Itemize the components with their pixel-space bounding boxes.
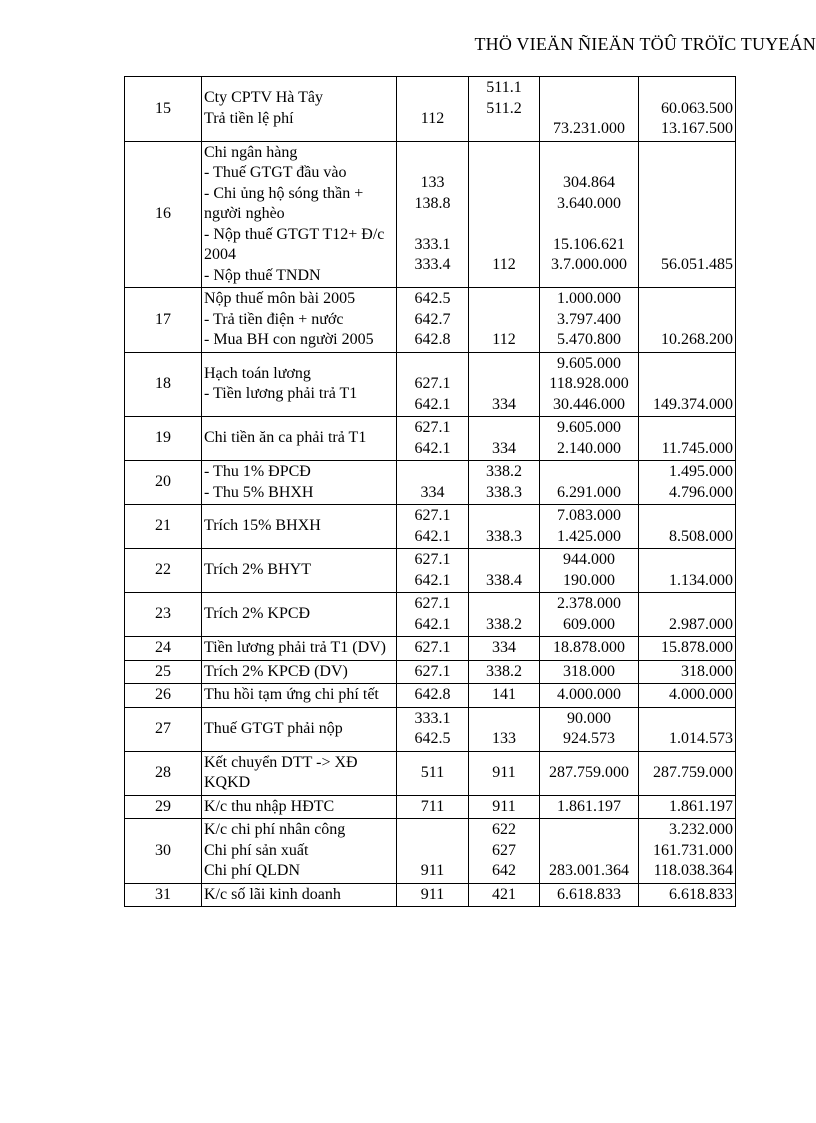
debit-account-cell-line: 333.4 — [414, 256, 451, 274]
amount-cell-line: 2.378.000 — [557, 595, 621, 612]
amount-cell — [540, 883, 639, 907]
debit-account-cell-line: 642.1 — [414, 527, 451, 545]
description-cell-line: - Thuế GTGT đầu vào — [204, 164, 347, 181]
description-cell — [202, 288, 397, 353]
amount-cell — [540, 549, 639, 593]
description-cell-line: Chi ngân hàng — [204, 143, 298, 161]
credit-account-cell-line: 642 — [492, 862, 516, 879]
credit-account-cell-line — [471, 374, 537, 395]
credit-account-cell-line: 511.2 — [486, 99, 522, 117]
description-cell-line: Hạch toán lương — [204, 364, 311, 382]
credit-account-cell-line: 334 — [492, 439, 516, 457]
ledger-table — [124, 76, 736, 907]
total-cell-line — [641, 550, 733, 571]
debit-account-cell-line: 642.8 — [414, 331, 451, 348]
debit-account-cell-line: 711 — [420, 797, 445, 815]
amount-cell — [540, 77, 639, 142]
credit-account-cell-line — [471, 194, 537, 215]
row-number: 16 — [125, 141, 202, 288]
total-cell-line — [641, 289, 733, 310]
credit-account-cell-line: 622 — [492, 821, 516, 838]
debit-account-cell-line: 642.8 — [414, 686, 451, 703]
description-cell — [202, 795, 397, 819]
debit-account-cell — [397, 660, 469, 684]
total-cell-line: 118.038.364 — [653, 862, 733, 879]
credit-account-cell — [469, 77, 540, 142]
description-cell-line: - Chi ủng hộ sóng thần + người nghèo — [204, 184, 364, 222]
total-cell-line: 1.495.000 — [669, 463, 733, 480]
total-cell — [639, 660, 736, 684]
total-cell — [639, 141, 736, 288]
credit-account-cell-line — [471, 709, 537, 730]
debit-account-cell-line: 642.1 — [414, 571, 451, 589]
total-cell-line — [641, 709, 733, 730]
table-row — [125, 637, 736, 661]
debit-account-cell-line: 334 — [420, 483, 445, 501]
total-cell — [639, 751, 736, 795]
credit-account-cell-line — [471, 173, 537, 194]
row-number: 25 — [125, 660, 202, 684]
credit-account-cell-line: 141 — [492, 686, 516, 703]
table-row — [125, 77, 736, 142]
total-cell-line — [641, 418, 733, 439]
total-cell-line: 1.134.000 — [669, 571, 733, 589]
total-cell-line: 60.063.500 — [661, 99, 733, 117]
amount-cell — [540, 660, 639, 684]
amount-cell — [540, 795, 639, 819]
total-cell-line: 6.618.833 — [669, 885, 733, 903]
amount-cell — [540, 352, 639, 417]
amount-cell-line — [542, 214, 636, 235]
amount-cell-line — [542, 462, 636, 483]
row-number: 27 — [125, 707, 202, 751]
page-header: THÖ VIEÄN ÑIEÄN TÖÛ TRÖÏC TUYEÁN — [474, 34, 816, 54]
table-row — [125, 549, 736, 593]
amount-cell-line: 3.7.000.000 — [551, 256, 627, 274]
total-cell-line: 10.268.200 — [661, 331, 733, 348]
debit-account-cell-line: 627.1 — [414, 662, 451, 680]
credit-account-cell — [469, 883, 540, 907]
amount-cell-line: 304.864 — [563, 174, 615, 192]
total-cell — [639, 288, 736, 353]
amount-cell-line: 9.605.000 — [557, 419, 621, 436]
amount-cell — [540, 505, 639, 549]
amount-cell-line: 3.640.000 — [557, 194, 621, 212]
table-row — [125, 505, 736, 549]
table-row — [125, 417, 736, 461]
total-cell — [639, 77, 736, 142]
total-cell — [639, 505, 736, 549]
credit-account-cell-line — [471, 153, 537, 174]
amount-cell — [540, 461, 639, 505]
credit-account-cell-line: 421 — [492, 885, 516, 903]
debit-account-cell-line: 627.1 — [414, 375, 451, 392]
total-cell-line — [641, 310, 733, 331]
description-cell-line: Thuế GTGT phải nộp — [204, 719, 343, 737]
debit-account-cell-line: 333.1 — [414, 235, 451, 253]
total-cell-line: 4.796.000 — [669, 483, 733, 501]
credit-account-cell — [469, 288, 540, 353]
row-number: 20 — [125, 461, 202, 505]
amount-cell-line — [542, 99, 636, 120]
row-number: 19 — [125, 417, 202, 461]
total-cell — [639, 352, 736, 417]
amount-cell-line: 5.470.800 — [557, 331, 621, 348]
amount-cell-line: 73.231.000 — [553, 120, 625, 137]
amount-cell-line — [542, 153, 636, 174]
credit-account-cell-line: 911 — [492, 797, 516, 815]
amount-cell-line: 287.759.000 — [549, 763, 629, 781]
total-cell-line: 287.759.000 — [653, 763, 733, 781]
total-cell-line — [641, 374, 733, 395]
debit-account-cell-line — [399, 214, 466, 235]
debit-account-cell — [397, 505, 469, 549]
debit-account-cell-line: 627.1 — [414, 639, 451, 656]
amount-cell — [540, 637, 639, 661]
description-cell-line: K/c số lãi kinh doanh — [204, 885, 341, 903]
credit-account-cell — [469, 684, 540, 708]
description-cell — [202, 77, 397, 142]
debit-account-cell-line — [399, 354, 466, 375]
total-cell — [639, 637, 736, 661]
debit-account-cell-line: 642.5 — [414, 730, 451, 747]
amount-cell — [540, 684, 639, 708]
row-number: 15 — [125, 77, 202, 142]
amount-cell-line: 3.797.400 — [557, 310, 621, 328]
amount-cell-line: 4.000.000 — [557, 686, 621, 703]
debit-account-cell-line: 911 — [420, 885, 445, 903]
total-cell-line: 4.000.000 — [669, 686, 733, 703]
credit-account-cell-line — [471, 354, 537, 375]
total-cell — [639, 549, 736, 593]
credit-account-cell — [469, 593, 540, 637]
debit-account-cell-line — [399, 841, 466, 862]
total-cell-line: 149.374.000 — [653, 395, 733, 413]
debit-account-cell — [397, 795, 469, 819]
debit-account-cell — [397, 819, 469, 884]
debit-account-cell — [397, 637, 469, 661]
description-cell-line: - Nộp thuế TNDN — [204, 266, 321, 284]
credit-account-cell — [469, 660, 540, 684]
description-cell-line: K/c thu nhập HĐTC — [204, 797, 335, 815]
debit-account-cell-line: 133 — [420, 174, 445, 192]
credit-account-cell — [469, 819, 540, 884]
description-cell — [202, 751, 397, 795]
description-cell — [202, 141, 397, 288]
amount-cell — [540, 751, 639, 795]
debit-account-cell-line: 511 — [420, 763, 445, 781]
credit-account-cell — [469, 461, 540, 505]
description-cell-line: Trích 15% BHXH — [204, 517, 321, 535]
ledger-body — [125, 77, 736, 907]
row-number: 31 — [125, 883, 202, 907]
debit-account-cell — [397, 883, 469, 907]
total-cell — [639, 417, 736, 461]
row-number: 21 — [125, 505, 202, 549]
description-cell — [202, 707, 397, 751]
row-number: 30 — [125, 819, 202, 884]
amount-cell-line — [542, 841, 636, 862]
credit-account-cell-line — [471, 289, 537, 310]
amount-cell-line: 924.573 — [563, 730, 615, 747]
description-cell-line: K/c chi phí nhân công — [204, 821, 346, 838]
credit-account-cell-line: 338.3 — [486, 483, 522, 501]
credit-account-cell-line: 112 — [492, 331, 516, 348]
total-cell-line — [641, 594, 733, 615]
table-row — [125, 819, 736, 884]
description-cell — [202, 505, 397, 549]
debit-account-cell-line — [399, 88, 466, 109]
amount-cell-line — [542, 78, 636, 99]
credit-account-cell-line — [471, 550, 537, 571]
debit-account-cell — [397, 352, 469, 417]
total-cell-line: 8.508.000 — [669, 527, 733, 545]
total-cell-line — [641, 153, 733, 174]
debit-account-cell-line: 642.1 — [414, 395, 451, 413]
description-cell — [202, 660, 397, 684]
total-cell-line — [641, 506, 733, 527]
amount-cell-line: 6.618.833 — [557, 885, 621, 903]
amount-cell-line: 15.106.621 — [553, 235, 625, 253]
total-cell — [639, 461, 736, 505]
credit-account-cell-line: 334 — [492, 639, 516, 656]
description-cell-line: - Trả tiền điện + nước — [204, 310, 344, 328]
total-cell-line — [641, 354, 733, 375]
description-cell — [202, 593, 397, 637]
credit-account-cell-line: 338.4 — [486, 571, 522, 589]
description-cell — [202, 684, 397, 708]
debit-account-cell — [397, 684, 469, 708]
amount-cell-line: 283.001.364 — [549, 862, 629, 879]
total-cell-line: 15.878.000 — [661, 639, 733, 656]
total-cell — [639, 593, 736, 637]
amount-cell-line: 7.083.000 — [557, 507, 621, 524]
total-cell — [639, 883, 736, 907]
credit-account-cell-line: 627 — [492, 841, 516, 859]
amount-cell — [540, 141, 639, 288]
table-row — [125, 684, 736, 708]
amount-cell-line: 944.000 — [563, 551, 615, 568]
credit-account-cell-line — [471, 506, 537, 527]
credit-account-cell-line: 338.2 — [486, 615, 522, 633]
credit-account-cell-line: 334 — [492, 395, 516, 413]
credit-account-cell-line — [471, 119, 537, 140]
table-row — [125, 660, 736, 684]
credit-account-cell-line: 338.2 — [486, 662, 522, 680]
amount-cell-line: 30.446.000 — [553, 395, 625, 413]
debit-account-cell-line: 642.1 — [414, 615, 451, 633]
debit-account-cell — [397, 751, 469, 795]
debit-account-cell-line: 138.8 — [414, 194, 451, 212]
debit-account-cell-line: 642.7 — [414, 310, 451, 328]
debit-account-cell — [397, 288, 469, 353]
credit-account-cell — [469, 751, 540, 795]
debit-account-cell — [397, 77, 469, 142]
total-cell — [639, 819, 736, 884]
credit-account-cell — [469, 707, 540, 751]
amount-cell-line — [542, 820, 636, 841]
total-cell-line: 2.987.000 — [669, 615, 733, 633]
debit-account-cell-line: 627.1 — [414, 595, 451, 612]
total-cell-line: 3.232.000 — [669, 821, 733, 838]
description-cell-line: Cty CPTV Hà Tây — [204, 89, 323, 107]
total-cell-line — [641, 214, 733, 235]
credit-account-cell — [469, 505, 540, 549]
total-cell-line: 1.861.197 — [669, 797, 733, 815]
amount-cell — [540, 417, 639, 461]
amount-cell-line: 1.425.000 — [557, 527, 621, 545]
total-cell — [639, 684, 736, 708]
credit-account-cell-line: 511.1 — [486, 79, 522, 96]
description-cell-line: Trả tiền lệ phí — [204, 109, 294, 127]
description-cell — [202, 637, 397, 661]
amount-cell — [540, 819, 639, 884]
table-row — [125, 288, 736, 353]
description-cell-line: - Thu 1% ĐPCĐ — [204, 463, 311, 480]
description-cell-line: - Mua BH con người 2005 — [204, 331, 374, 348]
credit-account-cell-line — [471, 418, 537, 439]
debit-account-cell — [397, 417, 469, 461]
credit-account-cell-line — [471, 214, 537, 235]
debit-account-cell-line — [399, 462, 466, 483]
amount-cell — [540, 288, 639, 353]
amount-cell-line: 609.000 — [563, 615, 615, 633]
credit-account-cell — [469, 417, 540, 461]
total-cell-line — [641, 173, 733, 194]
debit-account-cell-line: 627.1 — [414, 419, 451, 436]
row-number: 26 — [125, 684, 202, 708]
debit-account-cell — [397, 461, 469, 505]
total-cell-line — [641, 78, 733, 99]
description-cell — [202, 352, 397, 417]
amount-cell-line: 9.605.000 — [557, 354, 621, 372]
debit-account-cell — [397, 593, 469, 637]
debit-account-cell-line: 333.1 — [414, 709, 451, 727]
debit-account-cell-line: 112 — [420, 109, 445, 127]
row-number: 28 — [125, 751, 202, 795]
description-cell — [202, 417, 397, 461]
total-cell-line: 318.000 — [681, 662, 733, 680]
credit-account-cell-line — [471, 310, 537, 331]
total-cell-line — [641, 194, 733, 215]
table-row — [125, 141, 736, 288]
description-cell — [202, 819, 397, 884]
description-cell-line: Kết chuyển DTT -> XĐ KQKD — [204, 753, 358, 791]
description-cell-line: - Nộp thuế GTGT T12+ Đ/c 2004 — [204, 225, 385, 263]
debit-account-cell-line: 642.5 — [414, 290, 451, 307]
amount-cell-line: 18.878.000 — [553, 639, 625, 656]
credit-account-cell-line — [471, 594, 537, 615]
description-cell-line: Trích 2% BHYT — [204, 561, 311, 579]
credit-account-cell — [469, 352, 540, 417]
total-cell-line: 56.051.485 — [661, 256, 733, 274]
amount-cell-line: 118.928.000 — [549, 375, 629, 392]
total-cell-line: 13.167.500 — [661, 120, 733, 137]
row-number: 18 — [125, 352, 202, 417]
table-row — [125, 707, 736, 751]
description-cell-line: Chi tiền ăn ca phải trả T1 — [204, 429, 367, 447]
description-cell-line: - Tiền lương phải trả T1 — [204, 385, 358, 403]
credit-account-cell — [469, 549, 540, 593]
description-cell — [202, 549, 397, 593]
row-number: 29 — [125, 795, 202, 819]
description-cell-line: Thu hồi tạm ứng chi phí tết — [204, 686, 379, 703]
row-number: 24 — [125, 637, 202, 661]
total-cell-line: 1.014.573 — [669, 730, 733, 747]
description-cell-line: Tiền lương phải trả T1 (DV) — [204, 639, 387, 656]
total-cell — [639, 707, 736, 751]
debit-account-cell — [397, 707, 469, 751]
table-row — [125, 795, 736, 819]
credit-account-cell-line: 112 — [492, 256, 516, 274]
description-cell-line: Trích 2% KPCĐ (DV) — [204, 662, 348, 680]
credit-account-cell — [469, 637, 540, 661]
credit-account-cell-line: 133 — [492, 730, 516, 747]
total-cell-line: 11.745.000 — [661, 439, 733, 457]
amount-cell-line: 6.291.000 — [557, 483, 621, 501]
debit-account-cell-line: 911 — [420, 862, 445, 879]
description-cell-line: Chi phí sản xuất — [204, 841, 309, 859]
description-cell-line: Nộp thuế môn bài 2005 — [204, 290, 356, 307]
total-cell — [639, 795, 736, 819]
credit-account-cell-line: 338.3 — [486, 527, 522, 545]
row-number: 17 — [125, 288, 202, 353]
amount-cell — [540, 707, 639, 751]
table-row — [125, 751, 736, 795]
row-number: 23 — [125, 593, 202, 637]
amount-cell-line: 318.000 — [563, 662, 615, 680]
description-cell — [202, 461, 397, 505]
credit-account-cell — [469, 795, 540, 819]
amount-cell-line: 190.000 — [563, 571, 615, 589]
description-cell-line: Trích 2% KPCĐ — [204, 605, 311, 623]
table-row — [125, 883, 736, 907]
table-row — [125, 461, 736, 505]
debit-account-cell-line — [399, 153, 466, 174]
credit-account-cell-line: 338.2 — [486, 463, 522, 480]
amount-cell-line: 2.140.000 — [557, 439, 621, 457]
credit-account-cell-line: 911 — [492, 763, 516, 781]
amount-cell — [540, 593, 639, 637]
table-row — [125, 352, 736, 417]
debit-account-cell — [397, 549, 469, 593]
debit-account-cell-line: 627.1 — [414, 507, 451, 524]
table-row — [125, 593, 736, 637]
amount-cell-line: 1.861.197 — [557, 797, 621, 815]
debit-account-cell-line: 627.1 — [414, 551, 451, 568]
credit-account-cell-line — [471, 235, 537, 256]
credit-account-cell — [469, 141, 540, 288]
description-cell-line: - Thu 5% BHXH — [204, 483, 314, 501]
row-number: 22 — [125, 549, 202, 593]
description-cell — [202, 883, 397, 907]
total-cell-line — [641, 235, 733, 256]
total-cell-line: 161.731.000 — [653, 841, 733, 859]
debit-account-cell — [397, 141, 469, 288]
debit-account-cell-line — [399, 820, 466, 841]
description-cell-line: Chi phí QLDN — [204, 862, 300, 879]
amount-cell-line: 90.000 — [567, 709, 611, 727]
debit-account-cell-line: 642.1 — [414, 439, 451, 457]
amount-cell-line: 1.000.000 — [557, 290, 621, 307]
